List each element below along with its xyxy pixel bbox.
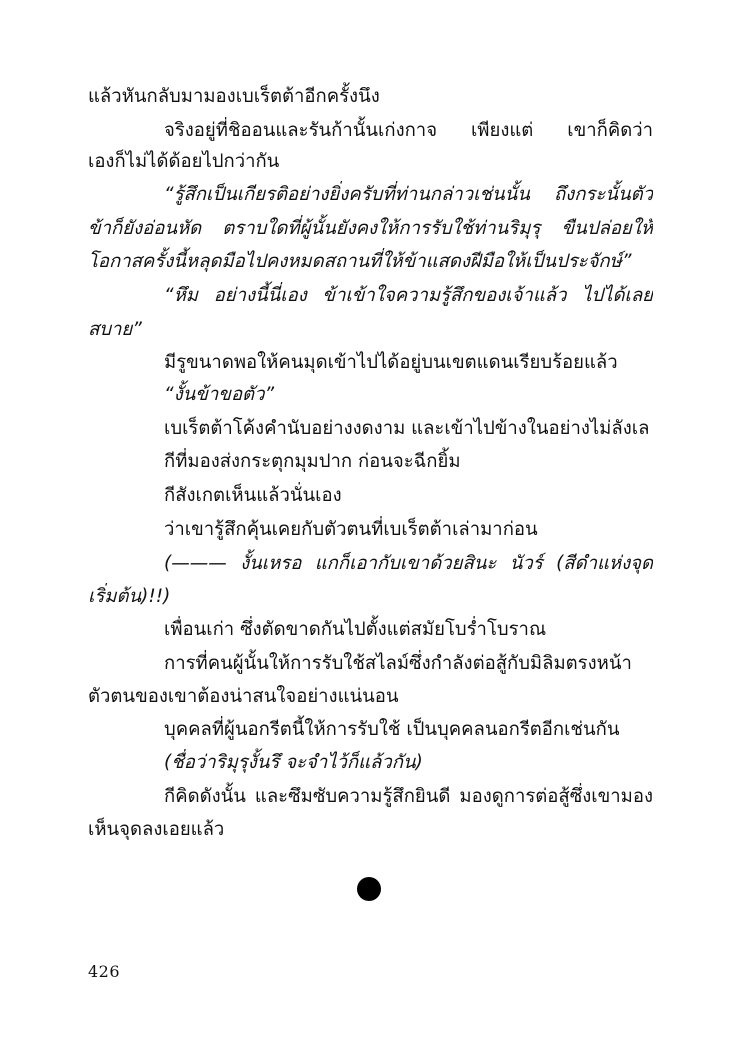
text-line: แล้วหันกลับมามองเบเร็ตต้าอีกครั้งนึง: [88, 86, 380, 107]
text-line: ตัวตนของเขาต้องน่าสนใจอย่างแน่นอน: [88, 686, 399, 707]
dialogue-line: “งั้นข้าขอตัว”: [164, 384, 275, 405]
text-line: มีรูขนาดพอให้คนมุดเข้าไปได้อยู่บนเขตแดนเรียบร้อยแล้ว: [164, 352, 618, 373]
text-line: กีคิดดังนั้น และซึมซับความรู้สึกยินดี มองดูการต่อสู้ซึ่งเขามอง: [164, 786, 653, 807]
dialogue-line: สบาย”: [88, 319, 142, 340]
text-line: ว่าเขารู้สึกคุ้นเคยกับตัวตนที่เบเร็ตต้าเล่ามาก่อน: [164, 519, 538, 540]
text-line: กีสังเกตเห็นแล้วนั่นเอง: [164, 485, 342, 506]
text-line: บุคคลที่ผู้นอกรีตนี้ให้การรับใช้ เป็นบุคคลนอกรีตอีกเช่นกัน: [164, 719, 620, 740]
dialogue-line: โอกาสครั้งนี้หลุดมือไปคงหมดสถานที่ให้ข้าแสดงฝีมือให้เป็นประจักษ์”: [88, 251, 632, 272]
text-line: เห็นจุดลงเอยแล้ว: [88, 819, 225, 840]
text-line: เพื่อนเก่า ซึ่งตัดขาดกันไปตั้งแต่สมัยโบร่ำโบราณ: [164, 619, 547, 640]
text-line: จริงอยู่ที่ชิออนและรันก้านั้นเก่งกาจ เพียงแต่ เขาก็คิดว่า: [164, 120, 653, 141]
section-end-dot: [357, 877, 381, 901]
dialogue-line: ข้าก็ยังอ่อนหัด ตราบใดที่ผู้นั้นยังคงให้การรับใช้ท่านริมุรุ ขืนปล่อยให้: [88, 218, 653, 239]
thought-line: (ชื่อว่าริมุรุงั้นรึ จะจำไว้ก็แล้วกัน): [164, 752, 423, 773]
text-line: กีที่มองส่งกระตุกมุมปาก ก่อนจะฉีกยิ้ม: [164, 451, 461, 472]
page-number: 426: [88, 962, 121, 981]
text-line: เบเร็ตต้าโค้งคำนับอย่างงดงาม และเข้าไปข้างในอย่างไม่ลังเล: [164, 418, 650, 439]
text-line: เองก็ไม่ได้ด้อยไปกว่ากัน: [88, 151, 280, 172]
thought-line: (——— งั้นเหรอ แกก็เอากับเขาด้วยสินะ นัวร์ (สีดำแห่งจุด: [164, 553, 653, 574]
thought-line: เริ่มต้น)!!): [88, 586, 171, 607]
dialogue-line: “หึม อย่างนี้นี่เอง ข้าเข้าใจความรู้สึกของเจ้าแล้ว ไปได้เลย: [164, 285, 653, 306]
text-line: การที่คนผู้นั้นให้การรับใช้สไลม์ซึ่งกำลังต่อสู้กับมิลิมตรงหน้า: [164, 653, 632, 674]
dialogue-line: “รู้สึกเป็นเกียรติอย่างยิ่งครับที่ท่านกล่าวเช่นนั้น ถึงกระนั้นตัว: [164, 184, 653, 205]
